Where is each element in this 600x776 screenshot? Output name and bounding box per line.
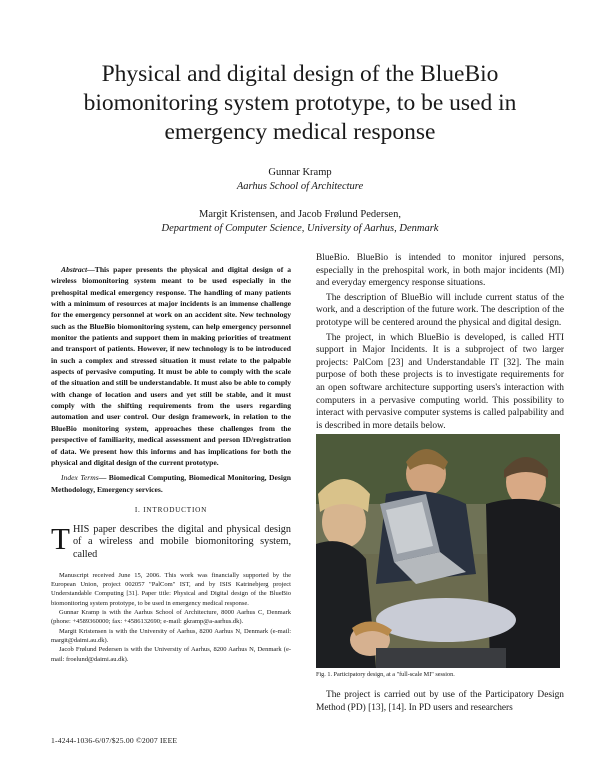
title-line: emergency medical response [164, 119, 436, 145]
author-affiliation: Department of Computer Science, University of Aarhus, Denmark [161, 223, 439, 234]
footnote: Gunnar Kramp is with the Aarhus School of Architecture, 8000 Aarhus C, Denmark (phone: +4589360000; fax: +4586132690; e-mail: gkramp@a-aarhus.dk). [51, 609, 291, 626]
body-paragraph: The project is carried out by use of the Participatory Design Method (PD) [13], [14]. In PD users and researchers [316, 690, 564, 713]
abstract-label: Abstract [61, 265, 88, 274]
body-paragraph: The description of BlueBio will include current status of the work, and a description of the future work. The description of the prototype will be centered around the physical and digital design. [316, 292, 564, 328]
footnote: Jacob Frølund Pedersen is with the University of Aarhus, 8200 Aarhus N, Denmark (e-mail: froelund@daimi.au.dk). [51, 646, 291, 663]
isbn-footer: 1-4244-1036-6/07/$25.00 ©2007 IEEE [51, 736, 178, 745]
index-terms [51, 472, 291, 495]
abstract-text: —This paper presents the physical and digital design of a wireless biomonitoring system meant to be used especially in the prehospital medical emergency response. The handling of many patients with a minimum of resources at major incidents is an immense challenge for the emergency personnel at work on an accident site. New technology such as the BlueBio biomonitoring system, can help emergency personnel monitor the patients and support them in making priorities of treatment and transport of patients. However, if new technology is to be introduced in such a complex and stressed situation it must relate to the palpable aspects of pervasive computing. It must be able to comply with the scale of the situation and still be understandable. It must also be able to comply with change of location and users and yet still be stable, and it must comply with the shifting requirements from the users regarding automation and user control. Our design framework, in relation to the BlueBio monitoring system, approaches these challenges from the perspective of familiarity, medical assessment and person ID/registration of data. We present how this informs and has implications for both the physical and digital design of the current prototype. [51, 265, 291, 467]
right-column [316, 252, 564, 715]
paper-title [60, 60, 540, 147]
abstract [51, 264, 291, 468]
left-column [51, 264, 291, 664]
footnote: Margit Kristensen is with the University of Aarhus, 8200 Aarhus N, Denmark (e-mail: margit@daimi.au.dk). [51, 627, 291, 644]
index-terms-text: — Biomedical Computing, Biomedical Monitoring, Design Methodology, Emergency services. [51, 473, 291, 494]
title-line: biomonitoring system prototype, to be used in [83, 90, 517, 116]
photo-illustration [316, 434, 560, 668]
author-names: Margit Kristensen, and Jacob Frølund Pedersen, [199, 209, 401, 220]
figure-photo [316, 434, 560, 668]
footnote: Manuscript received June 15, 2006. This work was financially supported by the European Union, project 002057 "PalCom" IST, and by ISIS Katrinebjerg project Understandable Computing [31]. Paper title: Physical and Digital design of the BlueBio biomonitoring system prototype, to be used in emergency medical response. [51, 571, 291, 607]
body-paragraph: BlueBio. BlueBio is intended to monitor injured persons, especially in the prehospital work, in both major incidents (MI) and everyday emergency response situations. [316, 253, 564, 289]
intro-text: HIS paper describes the digital and physical design of a wireless and mobile biomonitoring system, called [72, 524, 291, 560]
footnotes [51, 571, 291, 664]
index-terms-label: Index Terms [61, 473, 99, 483]
introduction-text [51, 521, 291, 561]
drop-cap: T [51, 521, 70, 557]
section-heading: I. INTRODUCTION [134, 505, 208, 514]
body-paragraph: The project, in which BlueBio is developed, is called HTI support in Major Incidents. It is a subproject of two larger projects: PalCom [23] and Understandable IT [32]. The main purpose of both these projects is to investigate requirements for an open software architecture supporting users's interaction with computers in a pervasive computing world. This possibility to interact with pervasive computer systems is called palpability and is described in more details below. [316, 332, 564, 431]
figure-caption: Fig. 1. Participatory design, at a "full-scale MI" session. [316, 671, 455, 679]
author-affiliation: Aarhus School of Architecture [236, 181, 364, 192]
title-line: Physical and digital design of the BlueBio [101, 61, 499, 87]
author-name: Gunnar Kramp [268, 167, 332, 178]
